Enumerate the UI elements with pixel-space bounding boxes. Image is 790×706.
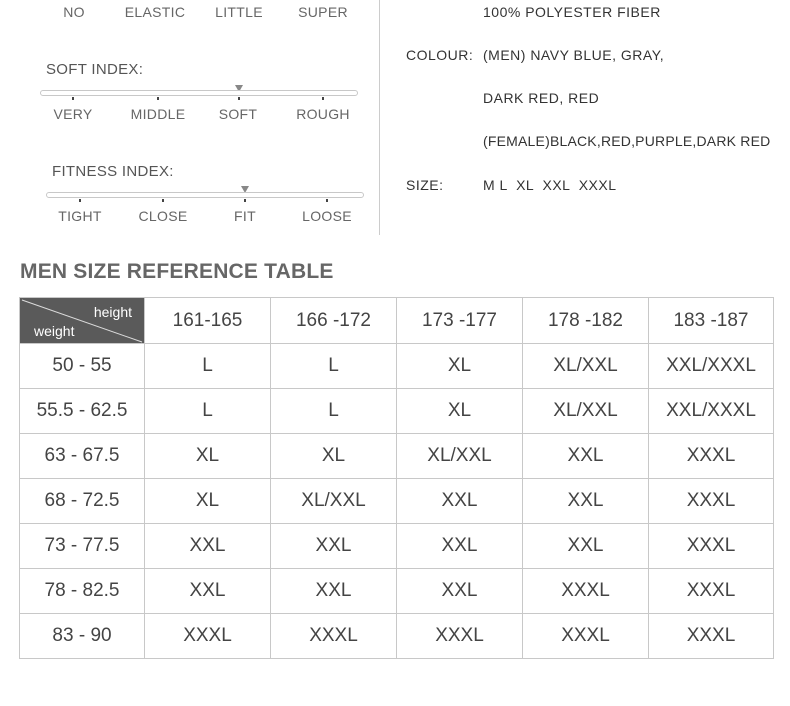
weight-cell: 78 - 82.5: [20, 569, 145, 614]
colour-line-1: (MEN) NAVY BLUE, GRAY,: [483, 47, 665, 63]
size-cell: XXXL: [523, 569, 649, 614]
weight-cell: 68 - 72.5: [20, 479, 145, 524]
size-cell: XXL: [523, 479, 649, 524]
size-cell: XXXL: [649, 434, 774, 479]
corner-weight-label: weight: [34, 323, 75, 339]
fitness-index-tick: [244, 199, 246, 202]
weight-cell: 83 - 90: [20, 614, 145, 659]
elasticity-label-super: SUPER: [298, 4, 348, 20]
size-cell: XL/XXL: [271, 479, 397, 524]
soft-label-soft: SOFT: [218, 106, 258, 122]
size-table-title: MEN SIZE REFERENCE TABLE: [20, 260, 334, 283]
soft-index-tick: [72, 97, 74, 100]
corner-height-label: height: [93, 304, 132, 320]
soft-label-rough: ROUGH: [296, 106, 350, 122]
fitness-index-tick: [162, 199, 164, 202]
size-cell: XXL: [523, 524, 649, 569]
size-cell: XXL: [271, 569, 397, 614]
size-cell: XXXL: [145, 614, 271, 659]
table-row: [20, 479, 774, 524]
weight-cell: 55.5 - 62.5: [20, 389, 145, 434]
table-corner-cell: [20, 298, 145, 344]
soft-index-tick: [322, 97, 324, 100]
material-value: 100% POLYESTER FIBER: [483, 4, 661, 20]
table-body: [20, 344, 774, 659]
weight-cell: 50 - 55: [20, 344, 145, 389]
fitness-index-tick: [79, 199, 81, 202]
weight-cell: 73 - 77.5: [20, 524, 145, 569]
size-cell: XL/XXL: [523, 344, 649, 389]
size-cell: L: [271, 344, 397, 389]
fitness-index-tick: [326, 199, 328, 202]
vertical-divider: [379, 0, 380, 235]
elasticity-label-little: LITTLE: [215, 4, 263, 20]
size-cell: XXL/XXXL: [649, 389, 774, 434]
size-cell: XL/XXL: [523, 389, 649, 434]
size-label: SIZE:: [406, 177, 444, 193]
fitness-label-close: CLOSE: [138, 208, 188, 224]
size-cell: XXL: [271, 524, 397, 569]
table-row: [20, 434, 774, 479]
size-cell: XXL: [523, 434, 649, 479]
size-cell: XXXL: [523, 614, 649, 659]
table-row: [20, 524, 774, 569]
table-header-row: [20, 298, 774, 344]
fitness-label-fit: FIT: [234, 208, 256, 224]
size-cell: XXXL: [397, 614, 523, 659]
weight-cell: 63 - 67.5: [20, 434, 145, 479]
soft-index-tick: [157, 97, 159, 100]
size-cell: XXL: [397, 524, 523, 569]
size-value: M L XL XXL XXXL: [483, 177, 617, 193]
fitness-label-loose: LOOSE: [302, 208, 352, 224]
colour-line-2: DARK RED, RED: [483, 90, 600, 106]
elasticity-label-no: NO: [63, 4, 85, 20]
size-cell: L: [145, 389, 271, 434]
size-cell: XXL: [145, 569, 271, 614]
soft-label-middle: MIDDLE: [130, 106, 186, 122]
size-cell: XXXL: [271, 614, 397, 659]
colour-label: COLOUR:: [406, 47, 474, 63]
soft-index-tick: [238, 97, 240, 100]
elasticity-label-elastic: ELASTIC: [124, 4, 186, 20]
fitness-index-track: [46, 192, 364, 198]
size-cell: L: [271, 389, 397, 434]
height-header: 178 -182: [523, 298, 649, 344]
size-cell: XXL: [397, 569, 523, 614]
soft-label-very: VERY: [53, 106, 93, 122]
size-cell: XXL/XXXL: [649, 344, 774, 389]
size-cell: XXXL: [649, 524, 774, 569]
size-reference-table: [19, 297, 774, 659]
size-cell: XXXL: [649, 479, 774, 524]
fitness-label-tight: TIGHT: [58, 208, 102, 224]
colour-line-3: (FEMALE)BLACK,RED,PURPLE,DARK RED: [483, 133, 771, 149]
size-cell: XL: [145, 434, 271, 479]
size-cell: XL: [145, 479, 271, 524]
table-row: [20, 389, 774, 434]
height-header: 166 -172: [271, 298, 397, 344]
soft-index-title: SOFT INDEX:: [46, 61, 144, 78]
size-cell: XXXL: [649, 569, 774, 614]
table-row: [20, 569, 774, 614]
size-cell: XL: [397, 344, 523, 389]
height-header: 161-165: [145, 298, 271, 344]
table-row: [20, 614, 774, 659]
size-cell: L: [145, 344, 271, 389]
size-cell: XL/XXL: [397, 434, 523, 479]
soft-index-track: [40, 90, 358, 96]
size-cell: XXL: [145, 524, 271, 569]
fitness-index-title: FITNESS INDEX:: [52, 163, 174, 180]
height-header: 183 -187: [649, 298, 774, 344]
table-row: [20, 344, 774, 389]
height-header: 173 -177: [397, 298, 523, 344]
size-cell: XXL: [397, 479, 523, 524]
size-cell: XL: [397, 389, 523, 434]
size-cell: XXXL: [649, 614, 774, 659]
size-cell: XL: [271, 434, 397, 479]
